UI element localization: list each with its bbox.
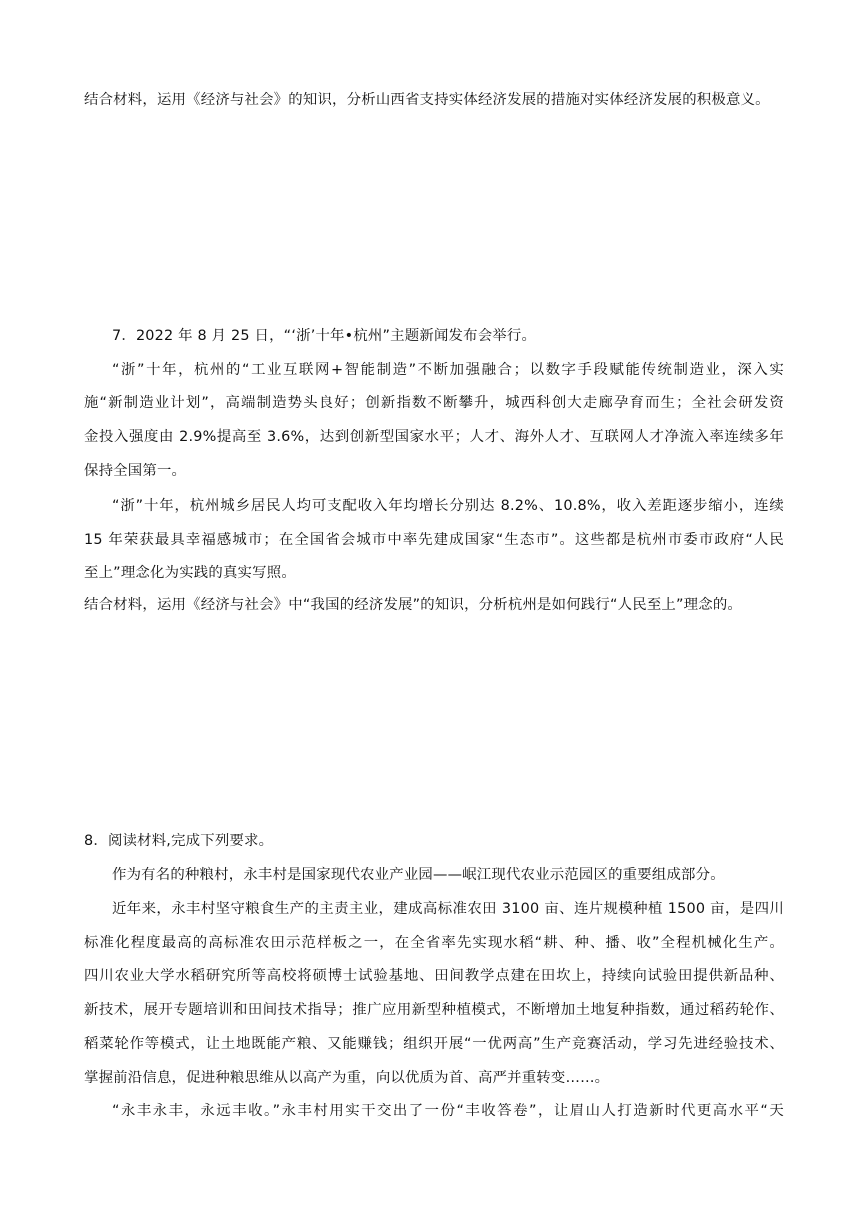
q7-material-line: 施“新制造业计划”，高端制造势头良好；创新指数不断攀升，城西科创大走廊孕育而生；全社会研发资 [84, 395, 784, 411]
q8-material-line: 新技术，展开专题培训和田间技术指导；推广应用新型种植模式，不断增加土地复种指数，通过稻药轮作、 [84, 1002, 784, 1018]
q7-question: 结合材料，运用《经济与社会》中“我国的经济发展”的知识，分析杭州是如何践行“人民至上”理念的。 [84, 597, 743, 613]
q7-material-line: “浙”十年，杭州城乡居民人均可支配收入年均增长分别达 8.2%、10.8%，收入差距逐步缩小，连续 [112, 498, 784, 514]
q7-material-line: 至上”理念化为实践的真实写照。 [84, 565, 296, 581]
q8-material-line: 掌握前沿信息，促进种粮思维从以高产为重，向以优质为首、高严并重转变……。 [84, 1070, 610, 1086]
q8-material-line: 标准化程度最高的高标准农田示范样板之一，在全省率先实现水稻“耕、种、播、收”全程机械化生产。 [84, 935, 784, 951]
q7-material-line: 15 年荣获最具幸福感城市；在全国省会城市中率先建成国家“生态市”。这些都是杭州市委市政府“人民 [84, 532, 784, 548]
q6-question: 结合材料，运用《经济与社会》的知识，分析山西省支持实体经济发展的措施对实体经济发展的积极意义。 [84, 92, 770, 108]
q7-material-line: 保持全国第一。 [84, 463, 187, 479]
q8-material-line: “永丰永丰，永远丰收。”永丰村用实干交出了一份“丰收答卷”，让眉山人打造新时代更高水平“天 [112, 1103, 784, 1119]
q7-title: 7．2022 年 8 月 25 日，“‘浙’十年•杭州”主题新闻发布会举行。 [112, 328, 537, 344]
q7-material-line: 金投入强度由 2.9%提高至 3.6%，达到创新型国家水平；人才、海外人才、互联网人才净流入率连续多年 [84, 429, 784, 445]
q7-material-line: “浙”十年，杭州的“工业互联网+智能制造”不断加强融合；以数字手段赋能传统制造业，深入实 [112, 362, 784, 378]
q8-material-line: 稻菜轮作等模式，让土地既能产粮、又能赚钱；组织开展“一优两高”生产竞赛活动，学习先进经验技术、 [84, 1036, 784, 1052]
q8-material-line: 作为有名的种粮村，永丰村是国家现代农业产业园——岷江现代农业示范园区的重要组成部分。 [112, 867, 725, 883]
q8-material-line: 近年来，永丰村坚守粮食生产的主责主业，建成高标准农田 3100 亩、连片规模种植 1500 亩，是四川 [112, 901, 784, 917]
q8-material-line: 四川农业大学水稻研究所等高校将硕博士试验基地、田间教学点建在田坎上，持续向试验田提供新品种、 [84, 968, 784, 984]
q8-title: 8．阅读材料,完成下列要求。 [84, 833, 274, 849]
